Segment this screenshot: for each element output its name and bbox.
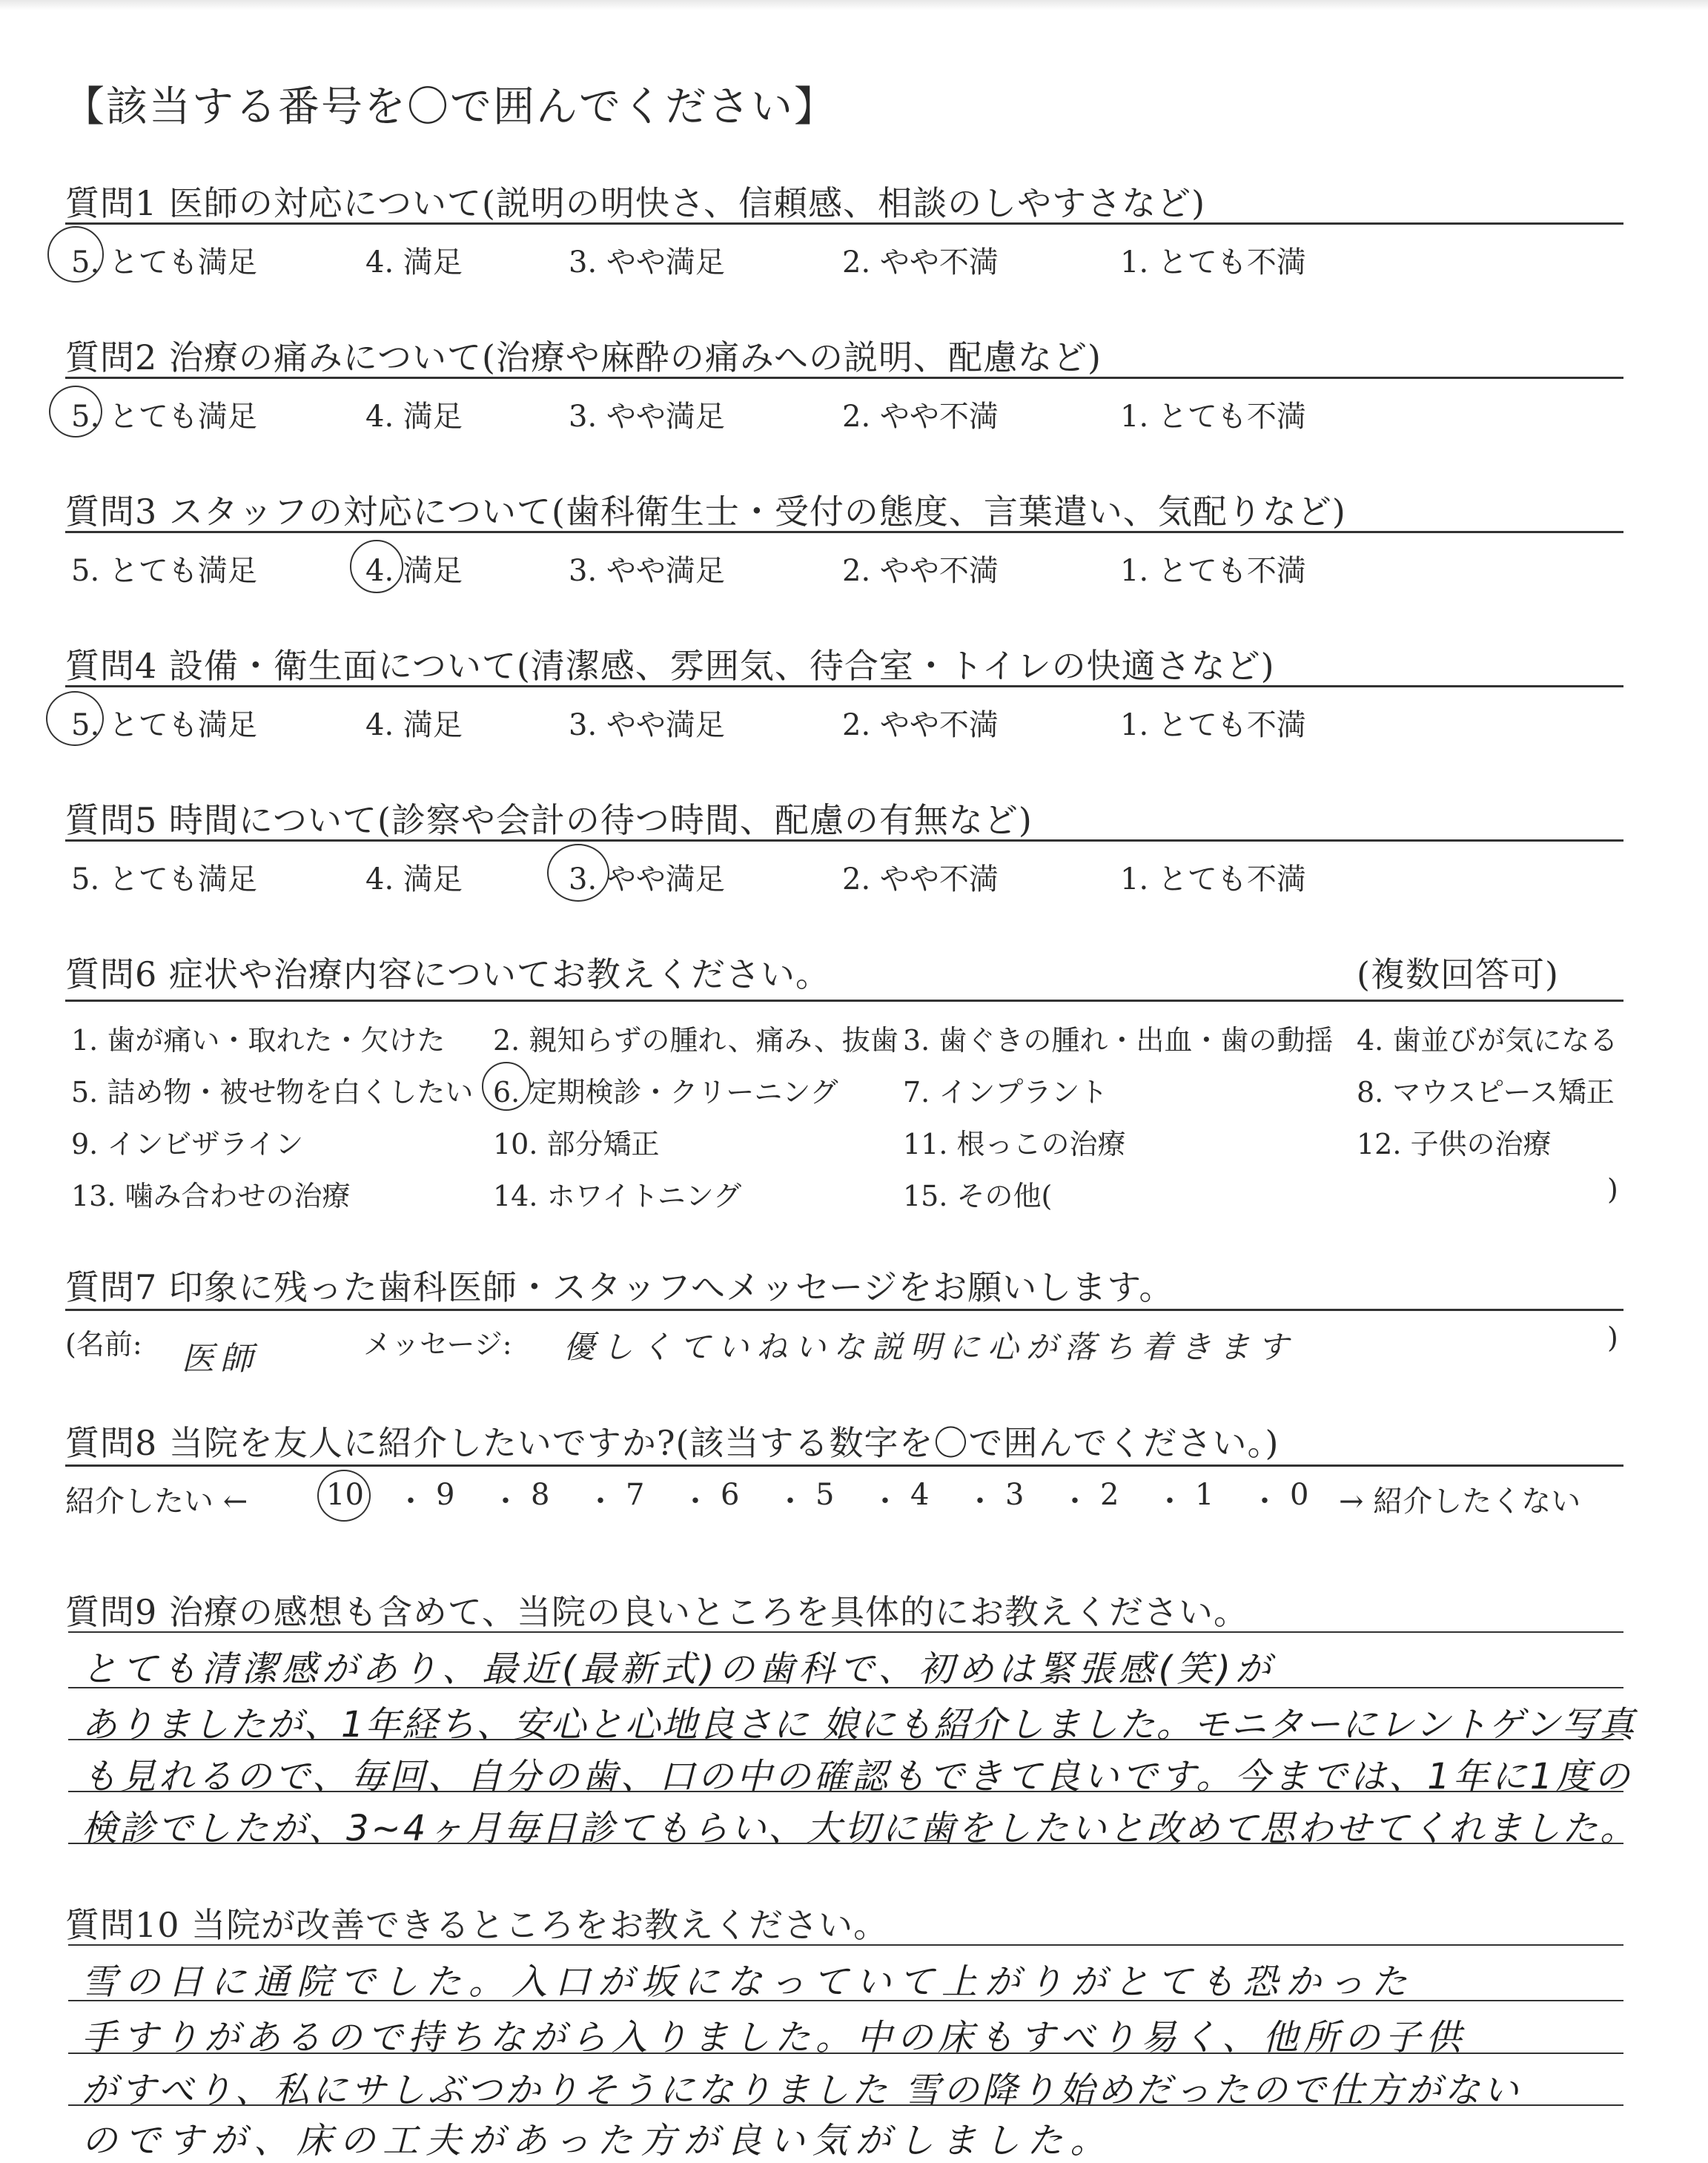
q3-option-4[interactable]: 4. 満足 — [365, 554, 463, 588]
q1-option-4[interactable]: 4. 満足 — [365, 245, 463, 280]
q7-name-value[interactable]: 医師 — [182, 1340, 259, 1378]
q8-heading: 質問8 当院を友人に紹介したいですか?(該当する数字を〇で囲んでください。) — [65, 1423, 1280, 1463]
q8-separator: ・ — [1060, 1485, 1090, 1519]
q10-rule-4 — [68, 2104, 1623, 2106]
q9-line-2[interactable]: ありましたが、1年経ち、安心と心地良さに 娘にも紹介しました。モニターにレントゲン写真 — [82, 1704, 1636, 1746]
q9-rule-2 — [68, 1687, 1623, 1688]
q6-heading: 質問6 症状や治療内容についてお教えください。 — [65, 954, 830, 994]
q2-option-5[interactable]: 5. とても満足 — [71, 400, 257, 434]
q8-separator: ・ — [586, 1485, 615, 1519]
q9-line-4[interactable]: 検診でしたが、3~4ヶ月毎日診てもらい、大切に歯をしたいと改めて思わせてくれました。 — [82, 1808, 1638, 1849]
q1-option-2[interactable]: 2. やや不満 — [842, 245, 999, 280]
q8-separator: ・ — [1155, 1485, 1185, 1519]
q5-option-2[interactable]: 2. やや不満 — [842, 862, 999, 896]
q8-left-label: 紹介したい ← — [65, 1485, 248, 1519]
q1-option-3[interactable]: 3. やや満足 — [569, 245, 725, 280]
q7-name-label: (名前: — [65, 1328, 142, 1361]
q8-separator: ・ — [870, 1485, 900, 1519]
q10-line-2[interactable]: 手すりがあるので持ちながら入りました。中の床もすべり易く、他所の子供 — [82, 2017, 1467, 2058]
q6-note: (複数回答可) — [1357, 954, 1559, 994]
q8-score-7[interactable]: 7 — [626, 1478, 645, 1512]
q7-rule — [65, 1309, 1623, 1311]
q1-heading: 質問1 医師の対応について(説明の明快さ、信頼感、相談のしやすさなど) — [65, 183, 1206, 223]
q9-heading: 質問9 治療の感想も含めて、当院の良いところを具体的にお教えください。 — [65, 1592, 1248, 1632]
q8-score-2[interactable]: 2 — [1100, 1478, 1119, 1512]
q2-option-3[interactable]: 3. やや満足 — [569, 400, 725, 434]
q6-item-9[interactable]: 9. インビザライン — [71, 1128, 304, 1160]
q6-item-4[interactable]: 4. 歯並びが気になる — [1357, 1024, 1618, 1057]
q10-heading: 質問10 当院が改善できるところをお教えください。 — [65, 1905, 889, 1945]
q3-option-3[interactable]: 3. やや満足 — [569, 554, 725, 588]
q8-score-6[interactable]: 6 — [721, 1478, 740, 1512]
q6-selection-circle — [482, 1062, 531, 1111]
q6-item-1[interactable]: 1. 歯が痛い・取れた・欠けた — [71, 1024, 446, 1057]
q8-separator: ・ — [965, 1485, 995, 1519]
q4-heading: 質問4 設備・衛生面について(清潔感、雰囲気、待合室・トイレの快適さなど) — [65, 646, 1275, 686]
q8-separator: ・ — [775, 1485, 805, 1519]
q10-line-3[interactable]: がすべり、私にサしぶつかりそうになりました 雪の降り始めだったので仕方がない — [82, 2070, 1522, 2111]
q3-option-5[interactable]: 5. とても満足 — [71, 554, 257, 588]
q9-rule-5 — [68, 1843, 1623, 1844]
q3-rule — [65, 531, 1623, 533]
q8-score-4[interactable]: 4 — [910, 1478, 930, 1512]
q9-line-1[interactable]: とても清潔感があり、最近(最新式)の歯科で、初めは緊張感(笑)が — [82, 1648, 1275, 1690]
q2-option-1[interactable]: 1. とても不満 — [1120, 400, 1306, 434]
q6-item-6[interactable]: 6. 定期検診・クリーニング — [493, 1076, 838, 1109]
q2-option-4[interactable]: 4. 満足 — [365, 400, 463, 434]
q5-option-3[interactable]: 3. やや満足 — [569, 862, 725, 896]
q9-line-3[interactable]: も見れるので、毎回、自分の歯、口の中の確認もできて良いです。今までは、1年に1度の — [82, 1756, 1633, 1797]
q6-item-13[interactable]: 13. 噛み合わせの治療 — [71, 1180, 351, 1212]
q1-rule — [65, 222, 1623, 225]
q6-rule — [65, 1000, 1623, 1002]
q4-rule — [65, 685, 1623, 687]
q8-separator: ・ — [396, 1485, 426, 1519]
q8-score-5[interactable]: 5 — [815, 1478, 835, 1512]
q8-score-10[interactable]: 10 — [326, 1478, 364, 1512]
q3-heading: 質問3 スタッフの対応について(歯科衛生士・受付の態度、言葉遣い、気配りなど) — [65, 492, 1346, 532]
q6-item-5[interactable]: 5. 詰め物・被せ物を白くしたい — [71, 1076, 474, 1109]
q5-option-5[interactable]: 5. とても満足 — [71, 862, 257, 896]
q6-item-2[interactable]: 2. 親知らずの腫れ、痛み、抜歯 — [493, 1024, 898, 1057]
q8-score-1[interactable]: 1 — [1195, 1478, 1214, 1512]
q8-score-9[interactable]: 9 — [436, 1478, 455, 1512]
q6-item-8[interactable]: 8. マウスピース矯正 — [1357, 1076, 1615, 1109]
q4-option-3[interactable]: 3. やや満足 — [569, 708, 725, 742]
q8-separator: ・ — [681, 1485, 710, 1519]
q10-rule-2 — [68, 2000, 1623, 2001]
q2-rule — [65, 377, 1623, 379]
q6-item-15[interactable]: 15. その他( — [903, 1180, 1053, 1212]
q10-line-4[interactable]: のですが、床の工夫があった方が良い気がしました。 — [82, 2120, 1113, 2162]
q4-option-2[interactable]: 2. やや不満 — [842, 708, 999, 742]
q8-score-0[interactable]: 0 — [1290, 1478, 1309, 1512]
q3-option-2[interactable]: 2. やや不満 — [842, 554, 999, 588]
q5-option-1[interactable]: 1. とても不満 — [1120, 862, 1306, 896]
q2-option-2[interactable]: 2. やや不満 — [842, 400, 999, 434]
q8-separator: ・ — [491, 1485, 520, 1519]
q8-score-8[interactable]: 8 — [531, 1478, 550, 1512]
q5-rule — [65, 839, 1623, 842]
q7-message-value[interactable]: 優しくていねいな説明に心が落ち着きます — [563, 1329, 1297, 1365]
q10-rule-3 — [68, 2053, 1623, 2054]
q3-option-1[interactable]: 1. とても不満 — [1120, 554, 1306, 588]
q9-rule-4 — [68, 1791, 1623, 1792]
page-title: 【該当する番号を〇で囲んでください】 — [63, 83, 837, 131]
q2-selection-circle — [49, 386, 102, 437]
q8-separator: ・ — [1250, 1485, 1280, 1519]
q7-close-paren: ) — [1607, 1321, 1618, 1354]
q5-selection-circle — [547, 844, 609, 902]
q7-message-label: メッセージ: — [363, 1328, 512, 1361]
q7-heading: 質問7 印象に残った歯科医師・スタッフへメッセージをお願いします。 — [65, 1267, 1174, 1307]
q6-item-10[interactable]: 10. 部分矯正 — [493, 1128, 660, 1160]
q5-option-4[interactable]: 4. 満足 — [365, 862, 463, 896]
q8-right-label: → 紹介したくない — [1339, 1485, 1581, 1519]
q1-selection-circle — [47, 226, 104, 283]
q2-heading: 質問2 治療の痛みについて(治療や麻酔の痛みへの説明、配慮など) — [65, 337, 1102, 377]
q8-rule — [65, 1464, 1623, 1467]
q9-rule-1 — [68, 1631, 1623, 1633]
q8-score-3[interactable]: 3 — [1005, 1478, 1025, 1512]
q9-rule-3 — [68, 1739, 1623, 1740]
q4-option-5[interactable]: 5. とても満足 — [71, 708, 257, 742]
scan-edge — [0, 0, 1708, 10]
q4-selection-circle — [46, 691, 104, 746]
q6-item-12[interactable]: 12. 子供の治療 — [1357, 1128, 1552, 1160]
q5-heading: 質問5 時間について(診察や会計の待つ時間、配慮の有無など) — [65, 800, 1033, 840]
q3-selection-circle — [350, 540, 403, 593]
q6-item-3[interactable]: 3. 歯ぐきの腫れ・出血・歯の動揺 — [903, 1024, 1334, 1057]
q10-rule-1 — [68, 1944, 1623, 1946]
q6-item-7[interactable]: 7. インプラント — [903, 1076, 1108, 1109]
q6-other-close: ) — [1607, 1173, 1618, 1206]
q4-option-1[interactable]: 1. とても不満 — [1120, 708, 1306, 742]
q4-option-4[interactable]: 4. 満足 — [365, 708, 463, 742]
q6-item-14[interactable]: 14. ホワイトニング — [493, 1180, 742, 1212]
q1-option-1[interactable]: 1. とても不満 — [1120, 245, 1306, 280]
q8-selection-circle — [317, 1470, 371, 1522]
q1-option-5[interactable]: 5. とても満足 — [71, 245, 257, 280]
q6-item-11[interactable]: 11. 根っこの治療 — [903, 1128, 1126, 1160]
q10-line-1[interactable]: 雪の日に通院でした。入口が坂になっていて上がりがとても恐かった — [82, 1961, 1415, 2003]
